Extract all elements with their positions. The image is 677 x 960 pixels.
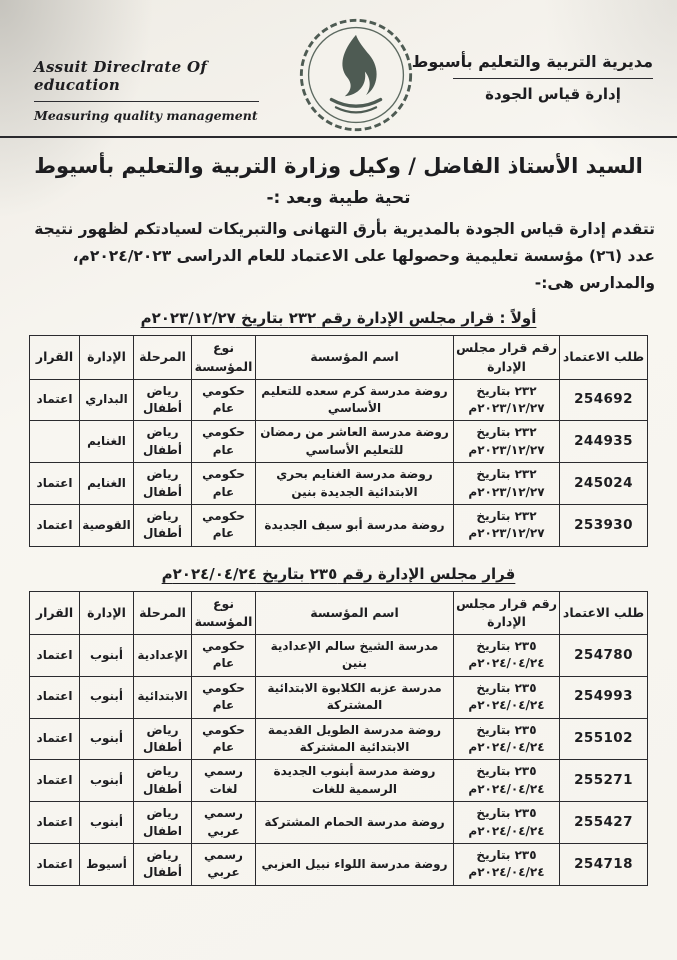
table-cell: رياض أطفال bbox=[134, 504, 192, 546]
table-cell: اعتماد bbox=[30, 504, 80, 546]
table-cell: اعتماد bbox=[30, 802, 80, 844]
dept-name-arabic: إدارة قياس الجودة bbox=[485, 85, 621, 103]
accreditation-request-number: 244935 bbox=[560, 421, 648, 463]
table-row bbox=[30, 802, 648, 844]
table-cell: الابتدائية bbox=[134, 676, 192, 718]
table-cell: حكومي عام bbox=[192, 504, 256, 546]
letter-content bbox=[0, 154, 677, 886]
table-cell: أبنوب bbox=[80, 718, 134, 760]
table-cell: روضة مدرسة أبنوب الجديدة الرسمية للغات bbox=[256, 760, 454, 802]
table-cell: روضة مدرسة كرم سعده للتعليم الأساسي bbox=[256, 379, 454, 421]
table-cell: الغنايم bbox=[80, 421, 134, 463]
table-cell: ٢٣٥ بتاريخ ٢٠٢٤/٠٤/٢٤م bbox=[454, 802, 560, 844]
table-cell: ٢٣٢ بتاريخ ٢٠٢٣/١٢/٢٧م bbox=[454, 463, 560, 505]
column-header: الإدارة bbox=[80, 591, 134, 634]
table-row bbox=[30, 421, 648, 463]
column-header: اسم المؤسسة bbox=[256, 336, 454, 379]
table-cell: روضة مدرسة اللواء نبيل العزبي bbox=[256, 843, 454, 885]
table-cell: روضة مدرسة الغنايم بحري الابتدائية الجديدة بنين bbox=[256, 463, 454, 505]
column-header: رقم قرار مجلس الإدارة bbox=[454, 591, 560, 634]
table-cell: ٢٣٥ بتاريخ ٢٠٢٤/٠٤/٢٤م bbox=[454, 718, 560, 760]
table-header-row bbox=[30, 591, 648, 634]
column-header: المرحلة bbox=[134, 591, 192, 634]
column-header: القرار bbox=[30, 591, 80, 634]
table-cell: اعتماد bbox=[30, 379, 80, 421]
table-row bbox=[30, 676, 648, 718]
table-cell: رياض أطفال bbox=[134, 760, 192, 802]
table-cell: رياض أطفال bbox=[134, 463, 192, 505]
letter-body-line2: عدد (٢٦) مؤسسة تعليمية وحصولها على الاعتماد للعام الدراسى ٢٠٢٤/٢٠٢٣م، والمدارس هى:- bbox=[72, 247, 655, 293]
table-cell: حكومي عام bbox=[192, 379, 256, 421]
table-cell: حكومي عام bbox=[192, 463, 256, 505]
table-cell: رياض اطفال bbox=[134, 802, 192, 844]
table-cell: اعتماد bbox=[30, 843, 80, 885]
table-cell: حكومي عام bbox=[192, 635, 256, 677]
education-directorate-seal-icon bbox=[298, 14, 414, 136]
table-cell: الإعدادية bbox=[134, 635, 192, 677]
accreditation-request-number: 245024 bbox=[560, 463, 648, 505]
table-cell: أبنوب bbox=[80, 802, 134, 844]
accreditation-request-number: 255271 bbox=[560, 760, 648, 802]
table-cell: ٢٣٢ بتاريخ ٢٠٢٣/١٢/٢٧م bbox=[454, 504, 560, 546]
letter-body bbox=[22, 216, 655, 297]
table-cell: ٢٣٢ بتاريخ ٢٠٢٣/١٢/٢٧م bbox=[454, 421, 560, 463]
table-cell: أسيوط bbox=[80, 843, 134, 885]
table-cell: مدرسة عزبه الكلابوة الابتدائية المشتركة bbox=[256, 676, 454, 718]
table-cell: اعتماد bbox=[30, 676, 80, 718]
column-header: القرار bbox=[30, 336, 80, 379]
table-cell: روضة مدرسة العاشر من رمضان للتعليم الأساسي bbox=[256, 421, 454, 463]
table-cell bbox=[30, 421, 80, 463]
accreditation-request-number: 254692 bbox=[560, 379, 648, 421]
table-cell: الغنايم bbox=[80, 463, 134, 505]
table-cell: رسمي عربي bbox=[192, 843, 256, 885]
column-header: نوع المؤسسة bbox=[192, 591, 256, 634]
table-cell: أبنوب bbox=[80, 676, 134, 718]
column-header: طلب الاعتماد bbox=[560, 336, 648, 379]
column-header: نوع المؤسسة bbox=[192, 336, 256, 379]
letterhead-english-block bbox=[34, 58, 259, 123]
column-header: طلب الاعتماد bbox=[560, 591, 648, 634]
table-cell: حكومي عام bbox=[192, 676, 256, 718]
letterhead-divider-left bbox=[34, 101, 259, 102]
accreditation-request-number: 255102 bbox=[560, 718, 648, 760]
accreditation-table-decision-232 bbox=[29, 335, 648, 546]
table-row bbox=[30, 635, 648, 677]
letter-greeting: تحية طيبة وبعد :- bbox=[266, 188, 411, 208]
table-cell: ٢٣٢ بتاريخ ٢٠٢٣/١٢/٢٧م bbox=[454, 379, 560, 421]
table-row bbox=[30, 718, 648, 760]
table-cell: ٢٣٥ بتاريخ ٢٠٢٤/٠٤/٢٤م bbox=[454, 635, 560, 677]
accreditation-request-number: 254780 bbox=[560, 635, 648, 677]
table-header-row bbox=[30, 336, 648, 379]
table-cell: القوصية bbox=[80, 504, 134, 546]
accreditation-request-number: 254993 bbox=[560, 676, 648, 718]
dept-name-english: Measuring quality management bbox=[34, 108, 258, 123]
column-header: اسم المؤسسة bbox=[256, 591, 454, 634]
accreditation-table-decision-235 bbox=[29, 591, 648, 886]
table-cell: رياض أطفال bbox=[134, 379, 192, 421]
letterhead-divider-right bbox=[453, 78, 653, 79]
table-cell: رسمي لغات bbox=[192, 760, 256, 802]
letter-title: السيد الأستاذ الفاضل / وكيل وزارة التربية والتعليم بأسيوط bbox=[34, 154, 643, 178]
table-cell: روضة مدرسة أبو سيف الجديدة bbox=[256, 504, 454, 546]
table-cell: رياض أطفال bbox=[134, 718, 192, 760]
table-cell: روضة مدرسة الطويل القديمة الابتدائية المشتركة bbox=[256, 718, 454, 760]
column-header: رقم قرار مجلس الإدارة bbox=[454, 336, 560, 379]
table-row bbox=[30, 843, 648, 885]
table-cell: مدرسة الشيخ سالم الإعدادية بنين bbox=[256, 635, 454, 677]
column-header: الإدارة bbox=[80, 336, 134, 379]
table-cell: اعتماد bbox=[30, 635, 80, 677]
accreditation-request-number: 255427 bbox=[560, 802, 648, 844]
table-row bbox=[30, 760, 648, 802]
table-cell: روضة مدرسة الحمام المشتركة bbox=[256, 802, 454, 844]
org-name-english: Assuit Direclrate Of education bbox=[34, 58, 208, 94]
table-cell: اعتماد bbox=[30, 463, 80, 505]
org-name-arabic: مديرية التربية والتعليم بأسيوط bbox=[411, 52, 653, 71]
table-cell: أبنوب bbox=[80, 760, 134, 802]
letterhead bbox=[0, 0, 677, 138]
table-cell: أبنوب bbox=[80, 635, 134, 677]
table-cell: اعتماد bbox=[30, 718, 80, 760]
table-row bbox=[30, 504, 648, 546]
table-cell: البداري bbox=[80, 379, 134, 421]
letterhead-arabic-block bbox=[411, 52, 653, 103]
column-header: المرحلة bbox=[134, 336, 192, 379]
table-cell: ٢٣٥ بتاريخ ٢٠٢٤/٠٤/٢٤م bbox=[454, 760, 560, 802]
accreditation-request-number: 253930 bbox=[560, 504, 648, 546]
table-cell: اعتماد bbox=[30, 760, 80, 802]
table-cell: رسمي عربي bbox=[192, 802, 256, 844]
accreditation-request-number: 254718 bbox=[560, 843, 648, 885]
table-cell: رياض أطفال bbox=[134, 843, 192, 885]
table-row bbox=[30, 463, 648, 505]
table-cell: حكومي عام bbox=[192, 421, 256, 463]
table-cell: رياض أطفال bbox=[134, 421, 192, 463]
letter-body-line1: تتقدم إدارة قياس الجودة بالمديرية بأرق التهانى والتبريكات لسيادتكم لظهور نتيجة bbox=[34, 220, 655, 238]
table-cell: ٢٣٥ بتاريخ ٢٠٢٤/٠٤/٢٤م bbox=[454, 843, 560, 885]
table-cell: حكومي عام bbox=[192, 718, 256, 760]
table-row bbox=[30, 379, 648, 421]
section1-title: أولاً : قرار مجلس الإدارة رقم ٢٣٢ بتاريخ ٢٠٢٣/١٢/٢٧م bbox=[140, 309, 537, 328]
table-cell: ٢٣٥ بتاريخ ٢٠٢٤/٠٤/٢٤م bbox=[454, 676, 560, 718]
section2-title: قرار مجلس الإدارة رقم ٢٣٥ بتاريخ ٢٠٢٤/٠٤/٢٤م bbox=[161, 564, 516, 583]
